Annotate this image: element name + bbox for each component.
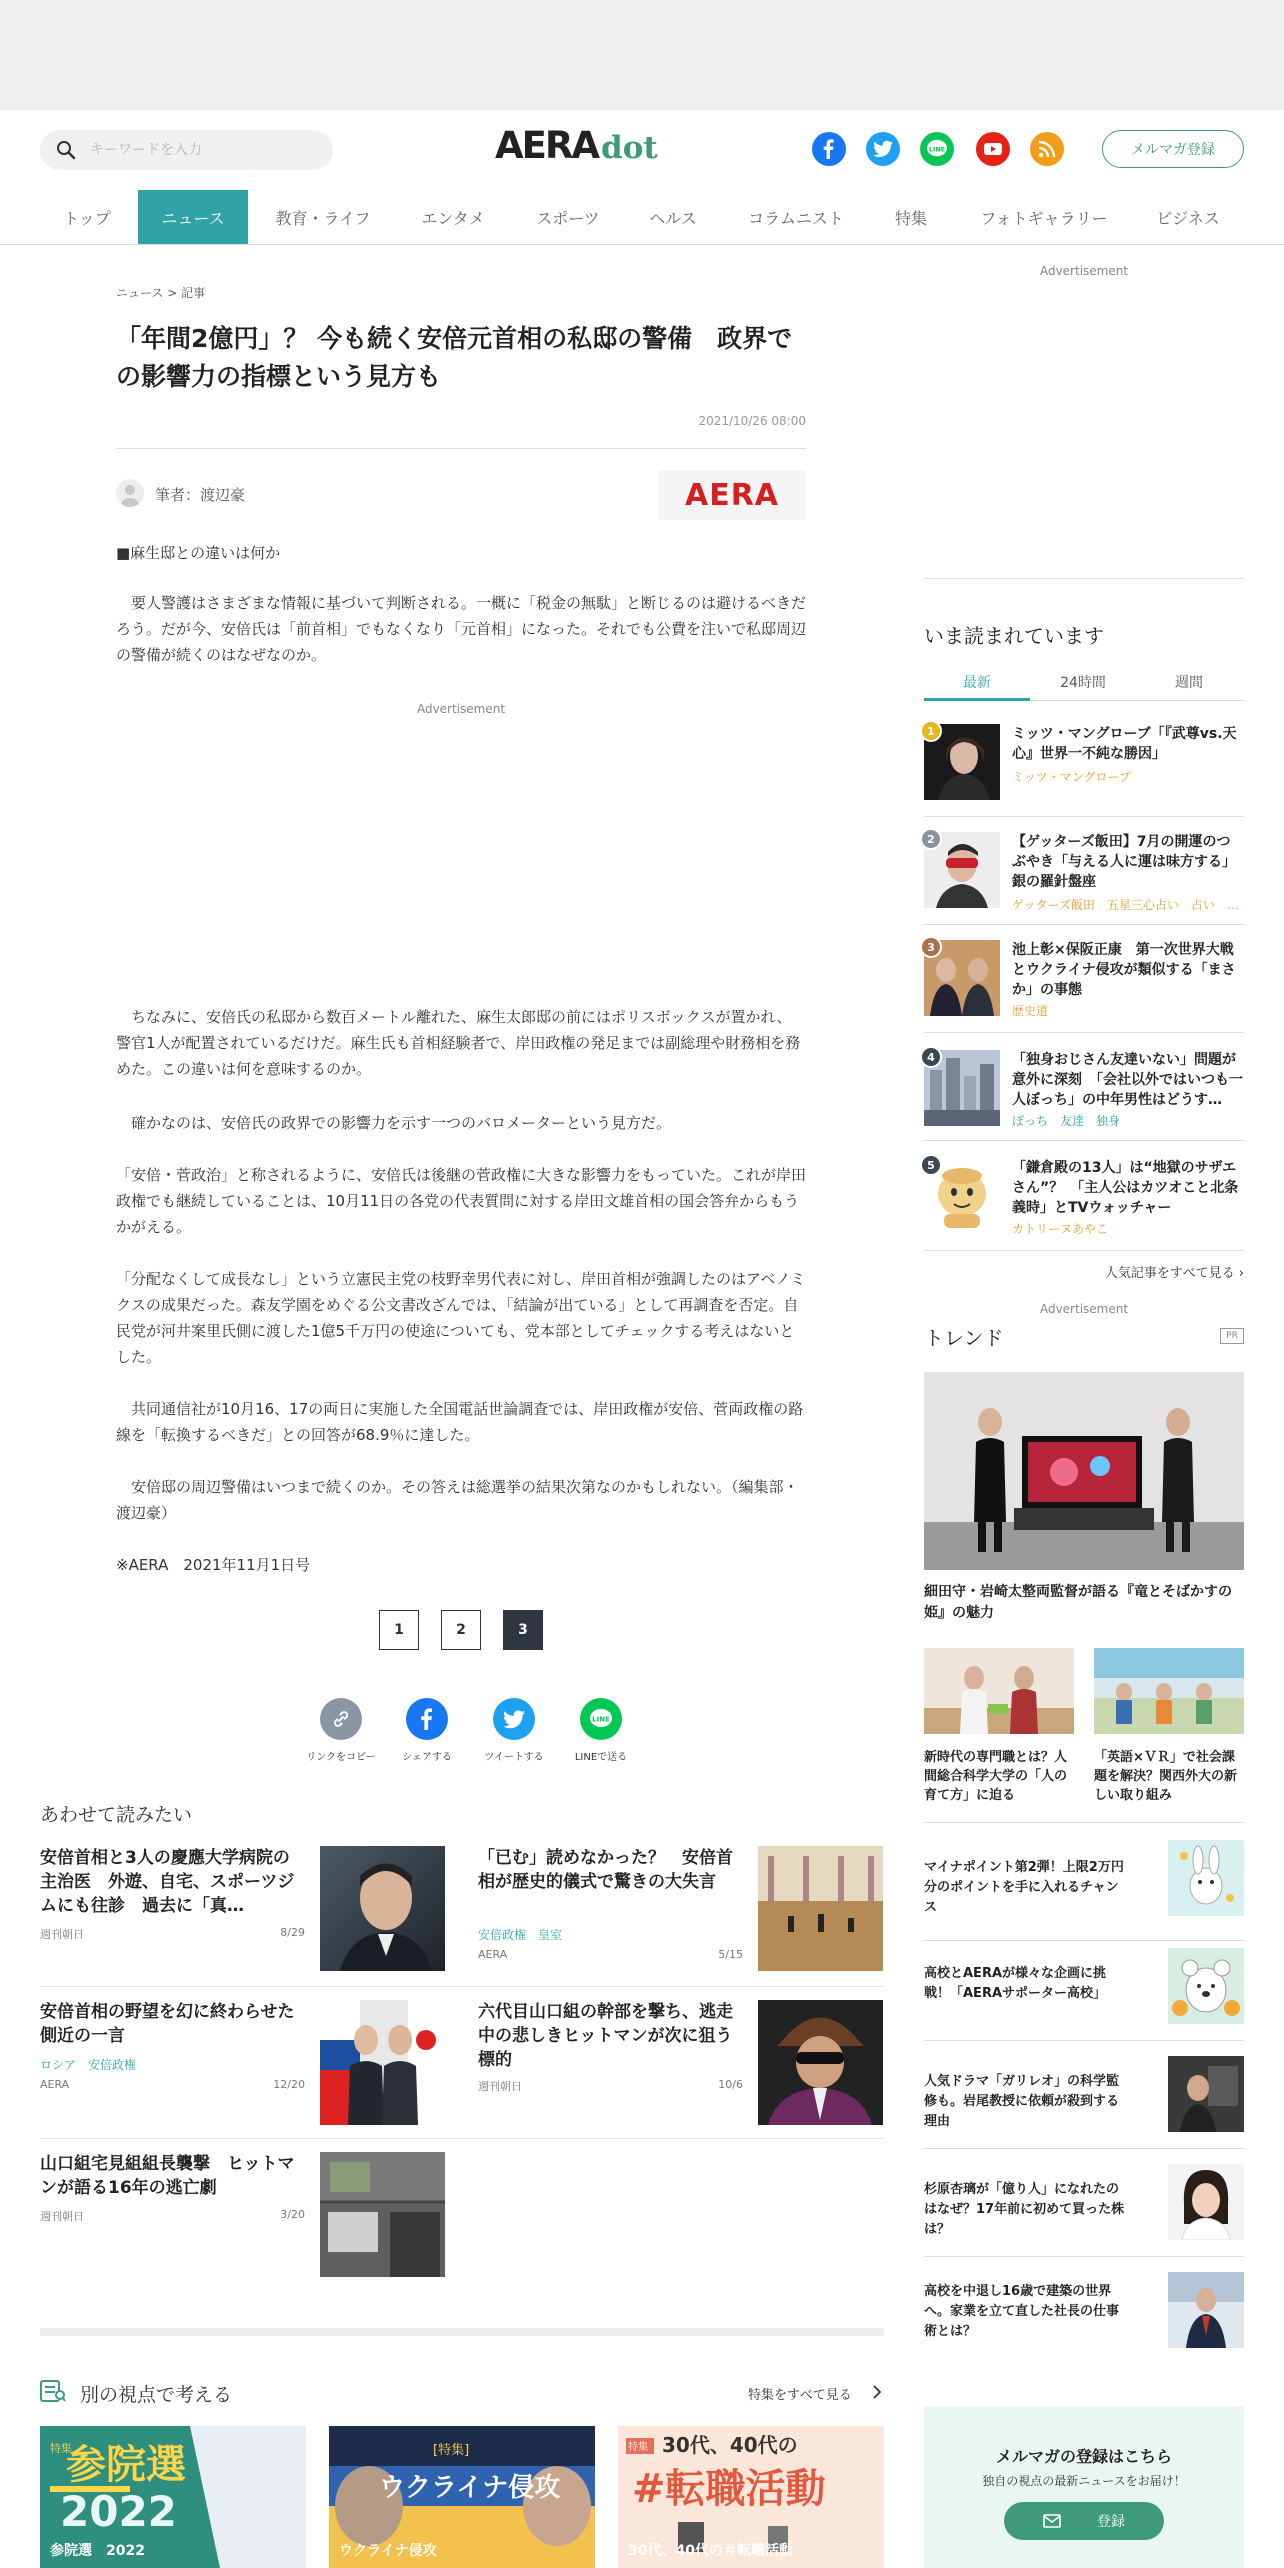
pr-badge: PR xyxy=(1220,1328,1244,1344)
trend-item-thumbnail xyxy=(1168,2056,1244,2132)
logo-main: AERA xyxy=(495,124,599,167)
logo-sub: dot xyxy=(601,130,658,166)
page-1-button[interactable]: 1 xyxy=(379,1610,419,1650)
related-article-card[interactable] xyxy=(478,1846,898,1976)
trend-main-caption[interactable]: 細田守・岩崎太整両監督が語る『竜とそばかすの姫』の魅力 xyxy=(924,1584,1232,1621)
related-article-date: 5/15 xyxy=(718,1948,743,1961)
newsletter-signup-box xyxy=(924,2406,1244,2568)
trend-small-caption[interactable]: 新時代の専門職とは？人間総合科学大学の「人の育て方」に迫る xyxy=(924,1750,1068,1803)
divider xyxy=(924,1250,1244,1251)
ranking-title: いま読まれています xyxy=(924,624,1104,648)
facebook-share-button[interactable] xyxy=(387,1698,467,1763)
related-article-date: 3/20 xyxy=(280,2208,305,2221)
trend-title: トレンド xyxy=(924,1326,1004,1350)
divider xyxy=(116,448,806,449)
divider xyxy=(924,1940,1244,1941)
related-section-title: あわせて読みたい xyxy=(40,1804,193,1826)
search-box[interactable] xyxy=(40,130,333,170)
article-paragraph: ちなみに、安倍氏の私邸から数百メートル離れた、麻生太郎邸の前にはポリスボックスが置かれ、警官1人が配置されているだけだ。麻生氏も首相経験者で、岸田政権の発足までは副総理や財務相を務めた。この違いは何を意味するのか。 xyxy=(116,1008,801,1078)
related-article-thumbnail[interactable] xyxy=(758,2000,883,2125)
line-icon xyxy=(580,1698,622,1740)
search-input[interactable] xyxy=(90,142,310,158)
page-2-button[interactable]: 2 xyxy=(441,1610,481,1650)
related-article-source: 週刊朝日 xyxy=(40,1928,84,1941)
twitter-icon xyxy=(493,1698,535,1740)
site-header xyxy=(0,110,1284,190)
active-tab-indicator xyxy=(924,698,1030,701)
nav-sports[interactable]: スポーツ xyxy=(536,208,600,228)
divider xyxy=(924,578,1244,579)
line-share-button[interactable] xyxy=(561,1698,641,1763)
svg-text:特集: 特集 xyxy=(50,2442,72,2455)
trend-item-title[interactable]: 高校を中退し16歳で建築の世界へ。家業を立て直した社長の仕事術とは？ xyxy=(924,2284,1120,2339)
trend-small-image[interactable] xyxy=(924,1648,1074,1734)
ranking-item[interactable] xyxy=(924,832,1244,912)
related-article-card[interactable] xyxy=(40,1846,460,1976)
divider xyxy=(924,1032,1244,1033)
related-article-card[interactable] xyxy=(40,2000,460,2130)
ad-label: Advertisement xyxy=(416,702,506,716)
svg-text:#転職活動: #転職活動 xyxy=(632,2466,826,2512)
nav-features[interactable]: 特集 xyxy=(894,208,927,228)
page-3-button[interactable]: 3 xyxy=(503,1610,543,1650)
nav-photo-gallery[interactable]: フォトギャラリー xyxy=(980,208,1108,228)
link-icon xyxy=(320,1698,362,1740)
aera-publication-logo[interactable]: AERA xyxy=(658,470,806,520)
newsletter-subtitle: 独自の視点の最新ニュースをお届け！ xyxy=(982,2474,1186,2488)
see-all-label: 人気記事をすべて見る xyxy=(1104,1266,1235,1281)
share-label: リンクをコピー xyxy=(306,1752,376,1763)
ranking-item-tag[interactable]: ミッツ・マングローブ xyxy=(1012,770,1131,784)
ranking-item[interactable] xyxy=(924,1158,1244,1238)
ranking-item[interactable] xyxy=(924,1050,1244,1130)
divider xyxy=(924,1822,1244,1823)
related-article-source: AERA xyxy=(40,2078,70,2091)
related-article-title[interactable]: 「已む」読めなかった？ 安倍首相が歴史的儀式で驚きの大失言 xyxy=(478,1848,733,1892)
svg-text:LINE: LINE xyxy=(928,146,946,154)
ranking-item-title[interactable]: 「鎌倉殿の13人」は“地獄のサザエさん”？ 「主人公はカツオこと北条義時」とTVウォッチャー xyxy=(1012,1160,1239,1216)
related-article-source: 週刊朝日 xyxy=(40,2210,84,2223)
ranking-item[interactable] xyxy=(924,940,1244,1020)
related-article-title[interactable]: 安倍首相の野望を幻に終わらせた側近の一言 xyxy=(40,2002,295,2046)
feature-icon xyxy=(40,2380,66,2402)
divider xyxy=(924,2256,1244,2257)
article-source-note: ※AERA 2021年11月1日号 xyxy=(116,1556,311,1574)
svg-text:ウクライナ侵攻: ウクライナ侵攻 xyxy=(379,2473,561,2503)
ranking-item-title[interactable]: ミッツ・マングローブ「『武尊vs.天心』世界一不純な勝因」 xyxy=(1012,726,1237,762)
divider xyxy=(924,924,1244,925)
ranking-item-title[interactable]: 【ゲッターズ飯田】7月の開運のつぶやき「与える人に運は味方する」銀の羅針盤座 xyxy=(1012,834,1236,890)
ranking-item-tag[interactable]: ぼっち 友達 独身 xyxy=(1012,1114,1121,1128)
section-divider xyxy=(40,2328,884,2336)
trend-list-item[interactable] xyxy=(924,1948,1244,2044)
article-date: 2021/10/26 08:00 xyxy=(698,414,806,428)
trend-item-thumbnail xyxy=(1168,1840,1244,1916)
main-nav xyxy=(0,190,1284,245)
ranking-item-tag[interactable]: ゲッターズ飯田 五星三心占い 占い … xyxy=(1012,898,1239,912)
related-article-thumbnail[interactable] xyxy=(758,1846,883,1971)
ranking-item-tag[interactable]: カトリーヌあやこ xyxy=(1012,1222,1109,1236)
trend-item-thumbnail xyxy=(1168,1948,1244,2024)
ranking-item[interactable] xyxy=(924,724,1244,804)
nav-columnist[interactable]: コラムニスト xyxy=(748,208,844,228)
mail-icon xyxy=(1043,2514,1061,2528)
trend-list-item[interactable] xyxy=(924,1840,1244,1936)
newsletter-title: メルマガの登録はこちら xyxy=(995,2447,1172,2466)
facebook-icon xyxy=(406,1698,448,1740)
see-all-popular-link[interactable] xyxy=(1000,1262,1244,1281)
svg-text:参院選: 参院選 xyxy=(66,2442,186,2488)
trend-item-title[interactable]: 高校とAERAが様々な企画に挑戦！「AERAサポーター高校」 xyxy=(924,1966,1107,2001)
nav-health[interactable]: ヘルス xyxy=(649,208,697,228)
related-article-source: 週刊朝日 xyxy=(478,2080,522,2093)
ranking-item-title[interactable]: 「独身おじさん友達いない」問題が意外に深刻 「会社以外ではいつも一人ぼっち」の中年男性はどうす… xyxy=(1012,1052,1243,1108)
article-paragraph: 共同通信社が10月16、17の両日に実施した全国電話世論調査では、岸田政権が安倍、菅両政権の路線を「転換するべきだ」との回答が68.9％に達した。 xyxy=(116,1400,804,1444)
related-article-date: 10/6 xyxy=(718,2078,743,2091)
author-avatar-icon xyxy=(116,479,144,507)
twitter-icon[interactable] xyxy=(866,132,900,166)
svg-text:特集: 特集 xyxy=(628,2442,648,2453)
article-paragraph: 要人警護はさまざまな情報に基づいて判断される。一概に「税金の無駄」と断じるのは避けるべきだろう。だが今、安倍氏は「前首相」でもなくなり「元首相」になった。それでも公費を注いで私邸周辺の警備が続くのはなぜなのか。 xyxy=(116,594,807,664)
feature-card-label: 30代、40代の＃転職活動 xyxy=(628,2543,793,2559)
trend-list-item[interactable] xyxy=(924,2164,1244,2260)
nav-top[interactable]: トップ xyxy=(63,208,111,228)
related-article-title[interactable]: 山口組宅見組組長襲撃 ヒットマンが語る16年の逃亡劇 xyxy=(40,2154,295,2198)
search-icon xyxy=(56,140,76,160)
register-label: 登録 xyxy=(1097,2514,1125,2530)
divider xyxy=(924,2148,1244,2149)
article-subheading: ■麻生邸との違いは何か xyxy=(116,544,281,562)
trend-small-image[interactable] xyxy=(1094,1648,1244,1734)
svg-text:[特集]: [特集] xyxy=(433,2443,470,2458)
article-paragraph: 確かなのは、安倍氏の政界での影響力を示す一つのバロメーターという見方だ。 xyxy=(116,1114,672,1132)
nav-business[interactable]: ビジネス xyxy=(1156,208,1220,228)
trend-item-title[interactable]: マイナポイント第2弾！上限2万円分のポイントを手に入れるチャンス xyxy=(924,1860,1124,1915)
related-article-thumbnail[interactable] xyxy=(320,2152,445,2277)
rss-icon[interactable] xyxy=(1030,132,1064,166)
divider xyxy=(924,1140,1244,1141)
related-article-tags[interactable]: 安倍政権 皇室 xyxy=(478,1928,563,1942)
related-article-card[interactable] xyxy=(40,2152,460,2282)
related-article-title[interactable]: 安倍首相と3人の慶應大学病院の主治医 外遊、自宅、スポーツジムにも往診 過去に「真… xyxy=(40,1848,295,1916)
views-section-title: 別の視点で考える xyxy=(80,2384,233,2406)
tab-24h[interactable]: 24時間 xyxy=(1060,675,1106,691)
divider xyxy=(924,816,1244,817)
ranking-item-tag[interactable]: 歴史道 xyxy=(1012,1004,1049,1018)
feature-card-label: ウクライナ侵攻 xyxy=(339,2543,437,2559)
related-article-source: AERA xyxy=(478,1948,508,1961)
top-ad-banner xyxy=(0,0,1284,110)
trend-item-thumbnail xyxy=(1168,2272,1244,2348)
divider xyxy=(924,2040,1244,2041)
share-label: シェアする xyxy=(402,1752,452,1763)
youtube-icon[interactable] xyxy=(976,132,1010,166)
tab-weekly[interactable]: 週間 xyxy=(1175,675,1203,691)
nav-news[interactable]: ニュース xyxy=(138,190,248,244)
svg-text:LINE: LINE xyxy=(592,1715,610,1724)
trend-list-item[interactable] xyxy=(924,2272,1244,2368)
rank-number-badge: 5 xyxy=(920,1154,942,1176)
article-paragraph: 「安倍・菅政治」と称されるように、安倍氏は後継の菅政権に大きな影響力をもっていた。これが岸田政権でも継続していることは、10月11日の各党の代表質問に対する岸田文雄首相の国会答弁からもうかがえる。 xyxy=(116,1166,807,1236)
rank-number-badge: 1 xyxy=(920,720,942,742)
line-icon[interactable] xyxy=(920,132,954,166)
share-label: LINEで送る xyxy=(574,1752,628,1763)
article-title: 「年間2億円」？ 今も続く安倍元首相の私邸の警備 政界での影響力の指標という見方も xyxy=(116,324,793,391)
nav-education-life[interactable]: 教育・ライフ xyxy=(275,208,371,228)
newsletter-button[interactable]: メルマガ登録 xyxy=(1102,130,1244,168)
related-article-thumbnail[interactable] xyxy=(320,1846,445,1971)
chevron-right-icon: › xyxy=(1238,1266,1244,1281)
feature-card-label: 参院選 2022 xyxy=(50,2543,145,2559)
feature-card[interactable] xyxy=(329,2426,595,2568)
tab-latest[interactable]: 最新 xyxy=(963,675,991,691)
trend-item-title[interactable]: 杉原杏璃が「億り人」になれたのはなぜ？17年前に初めて買った株は？ xyxy=(924,2182,1125,2237)
article-paragraph: 「分配なくして成長なし」という立憲民主党の枝野幸男代表に対し、岸田首相が強調したのはアベノミクスの成果だった。森友学園をめぐる公文書改ざんでは、「結論が出ている」として再調査を否定。自民党が河井案里氏側に渡した1億5千万円の使途についても、党本部としてチェックする考えはないとした。 xyxy=(116,1270,806,1366)
site-logo[interactable] xyxy=(495,124,658,172)
feature-card[interactable] xyxy=(618,2426,884,2568)
related-article-tags[interactable]: ロシア 安倍政権 xyxy=(40,2058,137,2072)
chevron-right-icon xyxy=(872,2385,882,2399)
trend-list-item[interactable] xyxy=(924,2056,1244,2152)
related-article-date: 8/29 xyxy=(280,1926,305,1939)
trend-item-thumbnail xyxy=(1168,2164,1244,2240)
nav-entertainment[interactable]: エンタメ xyxy=(421,208,485,228)
trend-main-image[interactable] xyxy=(924,1372,1244,1570)
share-label: ツイートする xyxy=(484,1752,544,1763)
article-paragraph: 安倍邸の周辺警備はいつまで続くのか。その答えは総選挙の結果次第なのかもしれない。（編集部・渡辺豪） xyxy=(116,1478,799,1522)
copy-link-button[interactable] xyxy=(301,1698,381,1763)
related-article-date: 12/20 xyxy=(273,2078,305,2091)
rank-number-badge: 4 xyxy=(920,1046,942,1068)
ad-label: Advertisement xyxy=(1039,1302,1129,1316)
author-name[interactable]: 筆者：渡辺豪 xyxy=(155,486,246,504)
rank-number-badge: 2 xyxy=(920,828,942,850)
feature-card[interactable] xyxy=(40,2426,306,2568)
newsletter-register-button[interactable] xyxy=(1004,2502,1164,2540)
related-article-card[interactable] xyxy=(478,2000,898,2130)
facebook-icon[interactable] xyxy=(812,132,846,166)
views-see-all-link[interactable]: 特集をすべて見る xyxy=(748,2388,852,2403)
related-article-title[interactable]: 六代目山口組の幹部を撃ち、逃走中の悲しきヒットマンが次に狙う標的 xyxy=(478,2002,733,2070)
related-article-thumbnail[interactable] xyxy=(320,2000,445,2125)
svg-text:30代、40代の: 30代、40代の xyxy=(662,2433,798,2457)
trend-item-title[interactable]: 人気ドラマ「ガリレオ」の科学監修も。岩尾教授に依頼が殺到する理由 xyxy=(924,2074,1120,2129)
ad-label: Advertisement xyxy=(1039,264,1129,278)
svg-text:2022: 2022 xyxy=(60,2487,177,2536)
twitter-share-button[interactable] xyxy=(474,1698,554,1763)
rank-number-badge: 3 xyxy=(920,936,942,958)
trend-small-caption[interactable]: 「英語×ＶＲ」で社会課題を解決？関西外大の新しい取り組み xyxy=(1094,1750,1238,1803)
ranking-item-title[interactable]: 池上彰×保阪正康 第一次世界大戦とウクライナ侵攻が類似する「まさか」の事態 xyxy=(1012,942,1236,998)
divider xyxy=(40,1986,884,1987)
divider xyxy=(40,2138,884,2139)
breadcrumb[interactable]: ニュース > 記事 xyxy=(116,286,206,300)
